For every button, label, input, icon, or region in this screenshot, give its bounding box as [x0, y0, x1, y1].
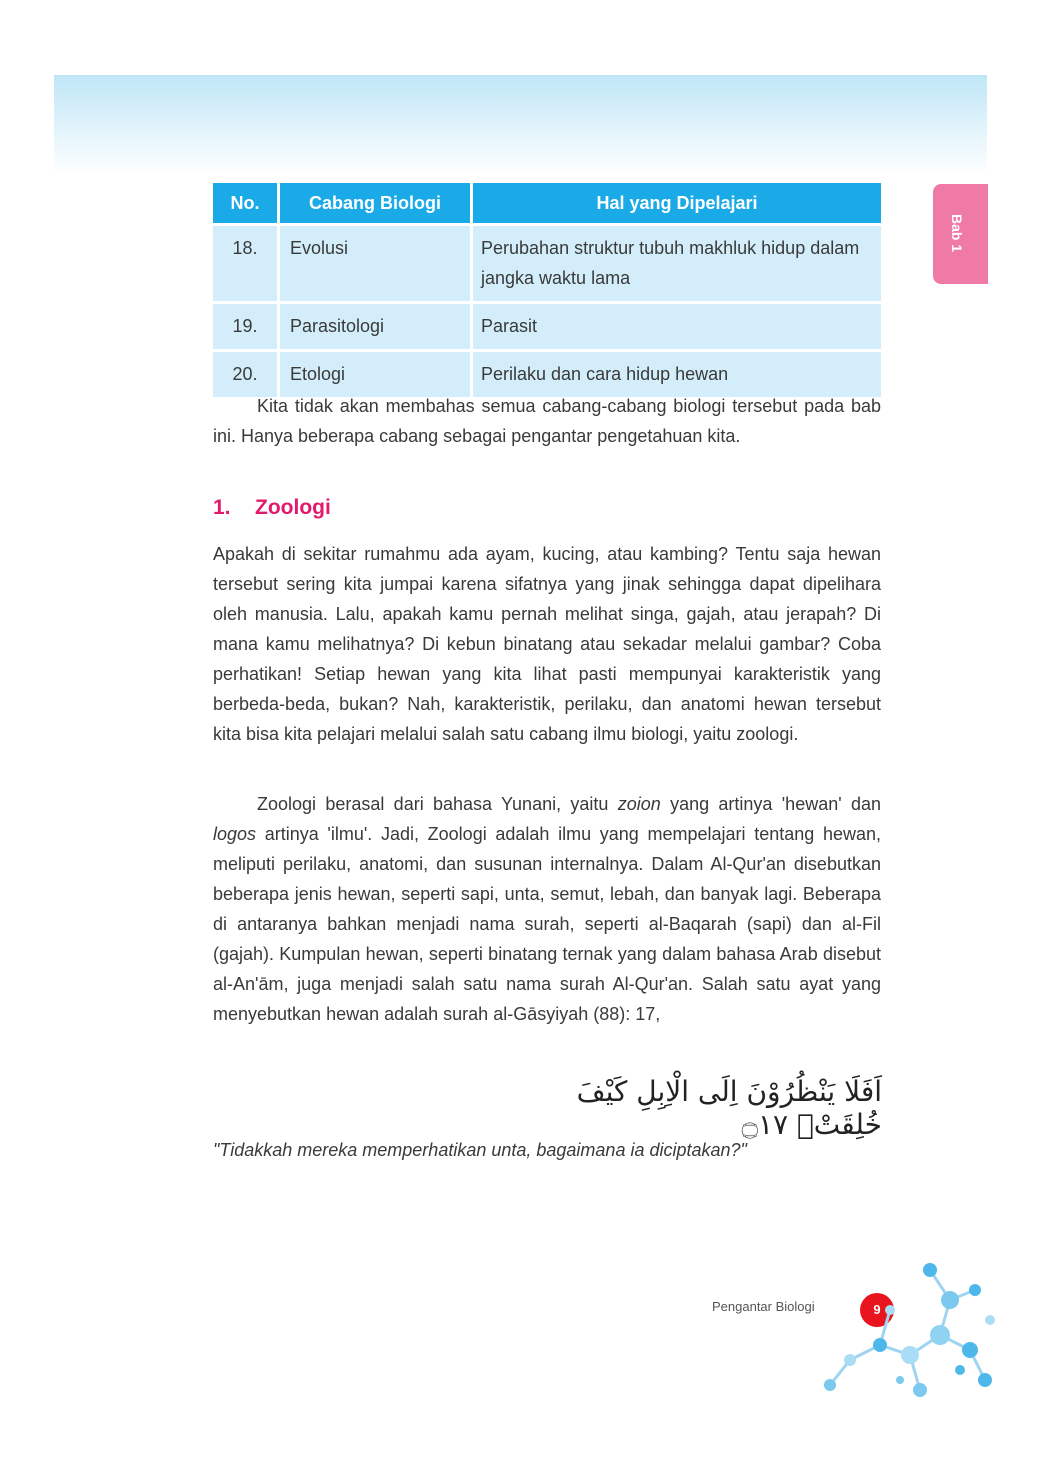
biology-branches-table: [213, 183, 881, 397]
chapter-tab-label: Bab 1: [949, 214, 965, 253]
row-topic: Perubahan struktur tubuh makhluk hidup dalam jangka waktu lama: [472, 225, 882, 303]
zoology-paragraph-1: Apakah di sekitar rumahmu ada ayam, kucing, atau kambing? Tentu saja hewan tersebut sering kita jumpai karena sifatnya yang jinak sehingga dapat dipelihara oleh manusia. Lalu, apakah kamu pernah melihat singa, gajah, atau jerapah? Di mana kamu melihatnya? Di kebun binatang atau sekadar melalui gambar? Coba perhatikan! Setiap hewan yang kita lihat pasti mempunyai karakteristik yang berbeda-beda, bukan? Nah, karakteristik, perilaku, dan anatomi hewan tersebut kita bisa kita pelajari melalui salah satu cabang ilmu biologi, yaitu zoologi.: [213, 544, 881, 744]
zoology-paragraph-2: [213, 789, 881, 1029]
row-branch: Evolusi: [279, 225, 472, 303]
page-number-badge: 9: [860, 1293, 894, 1327]
term-logos: logos: [213, 824, 257, 844]
molecule-decoration-icon: [800, 1250, 1000, 1410]
header-band: [54, 75, 987, 175]
row-topic: Perilaku dan cara hidup hewan: [472, 351, 882, 398]
paragraph-2-text-b: yang artinya 'hewan' dan: [660, 794, 881, 814]
paragraph-2-text-a: Zoologi berasal dari bahasa Yunani, yaitu: [257, 794, 618, 814]
row-no: 20.: [213, 351, 279, 398]
arabic-verse: اَفَلَا يَنْظُرُوْنَ اِلَى الْاِبِلِ كَيْفَ خُلِقَتْۗ ۝١٧: [576, 1075, 882, 1141]
row-branch: Parasitologi: [279, 303, 472, 351]
section-heading: [213, 496, 331, 520]
header-branch: Cabang Biologi: [279, 183, 472, 225]
section-number: 1.: [213, 496, 231, 519]
intro-paragraph: Kita tidak akan membahas semua cabang-cabang biologi tersebut pada bab ini. Hanya beberapa cabang sebagai pengantar pengetahuan kita.: [213, 396, 881, 446]
table-header-row: [213, 183, 881, 225]
paragraph-2-text-c: artinya 'ilmu'. Jadi, Zoologi adalah ilmu yang mempelajari tentang hewan, meliputi perilaku, anatomi, dan susunan internalnya. Dalam Al-Qur'an disebutkan beberapa jenis hewan, seperti sapi, unta, semut, lebah, dan banyak lagi. Beberapa di antaranya bahkan menjadi nama surah, seperti al-Baqarah (sapi) dan al-Fil (gajah). Kumpulan hewan, seperti binatang ternak yang dalam bahasa Arab disebut al-An'ām, juga menjadi salah satu nama surah Al-Qur'an. Salah satu ayat yang menyebutkan hewan adalah surah al-Gāsyiyah (88): 17,: [213, 824, 881, 1024]
row-branch: Etologi: [279, 351, 472, 398]
row-topic: Parasit: [472, 303, 882, 351]
term-zoion: zoion: [617, 794, 661, 814]
header-topic: Hal yang Dipelajari: [472, 183, 882, 225]
header-no: No.: [213, 183, 279, 225]
verse-translation: "Tidakkah mereka memperhatikan unta, bagaimana ia diciptakan?": [213, 1140, 747, 1160]
row-no: 18.: [213, 225, 279, 303]
row-no: 19.: [213, 303, 279, 351]
section-title: Zoologi: [255, 496, 331, 519]
chapter-tab: [933, 184, 988, 284]
footer-book-title: Pengantar Biologi: [712, 1299, 815, 1314]
table-row: [213, 303, 881, 351]
table-row: [213, 225, 881, 303]
